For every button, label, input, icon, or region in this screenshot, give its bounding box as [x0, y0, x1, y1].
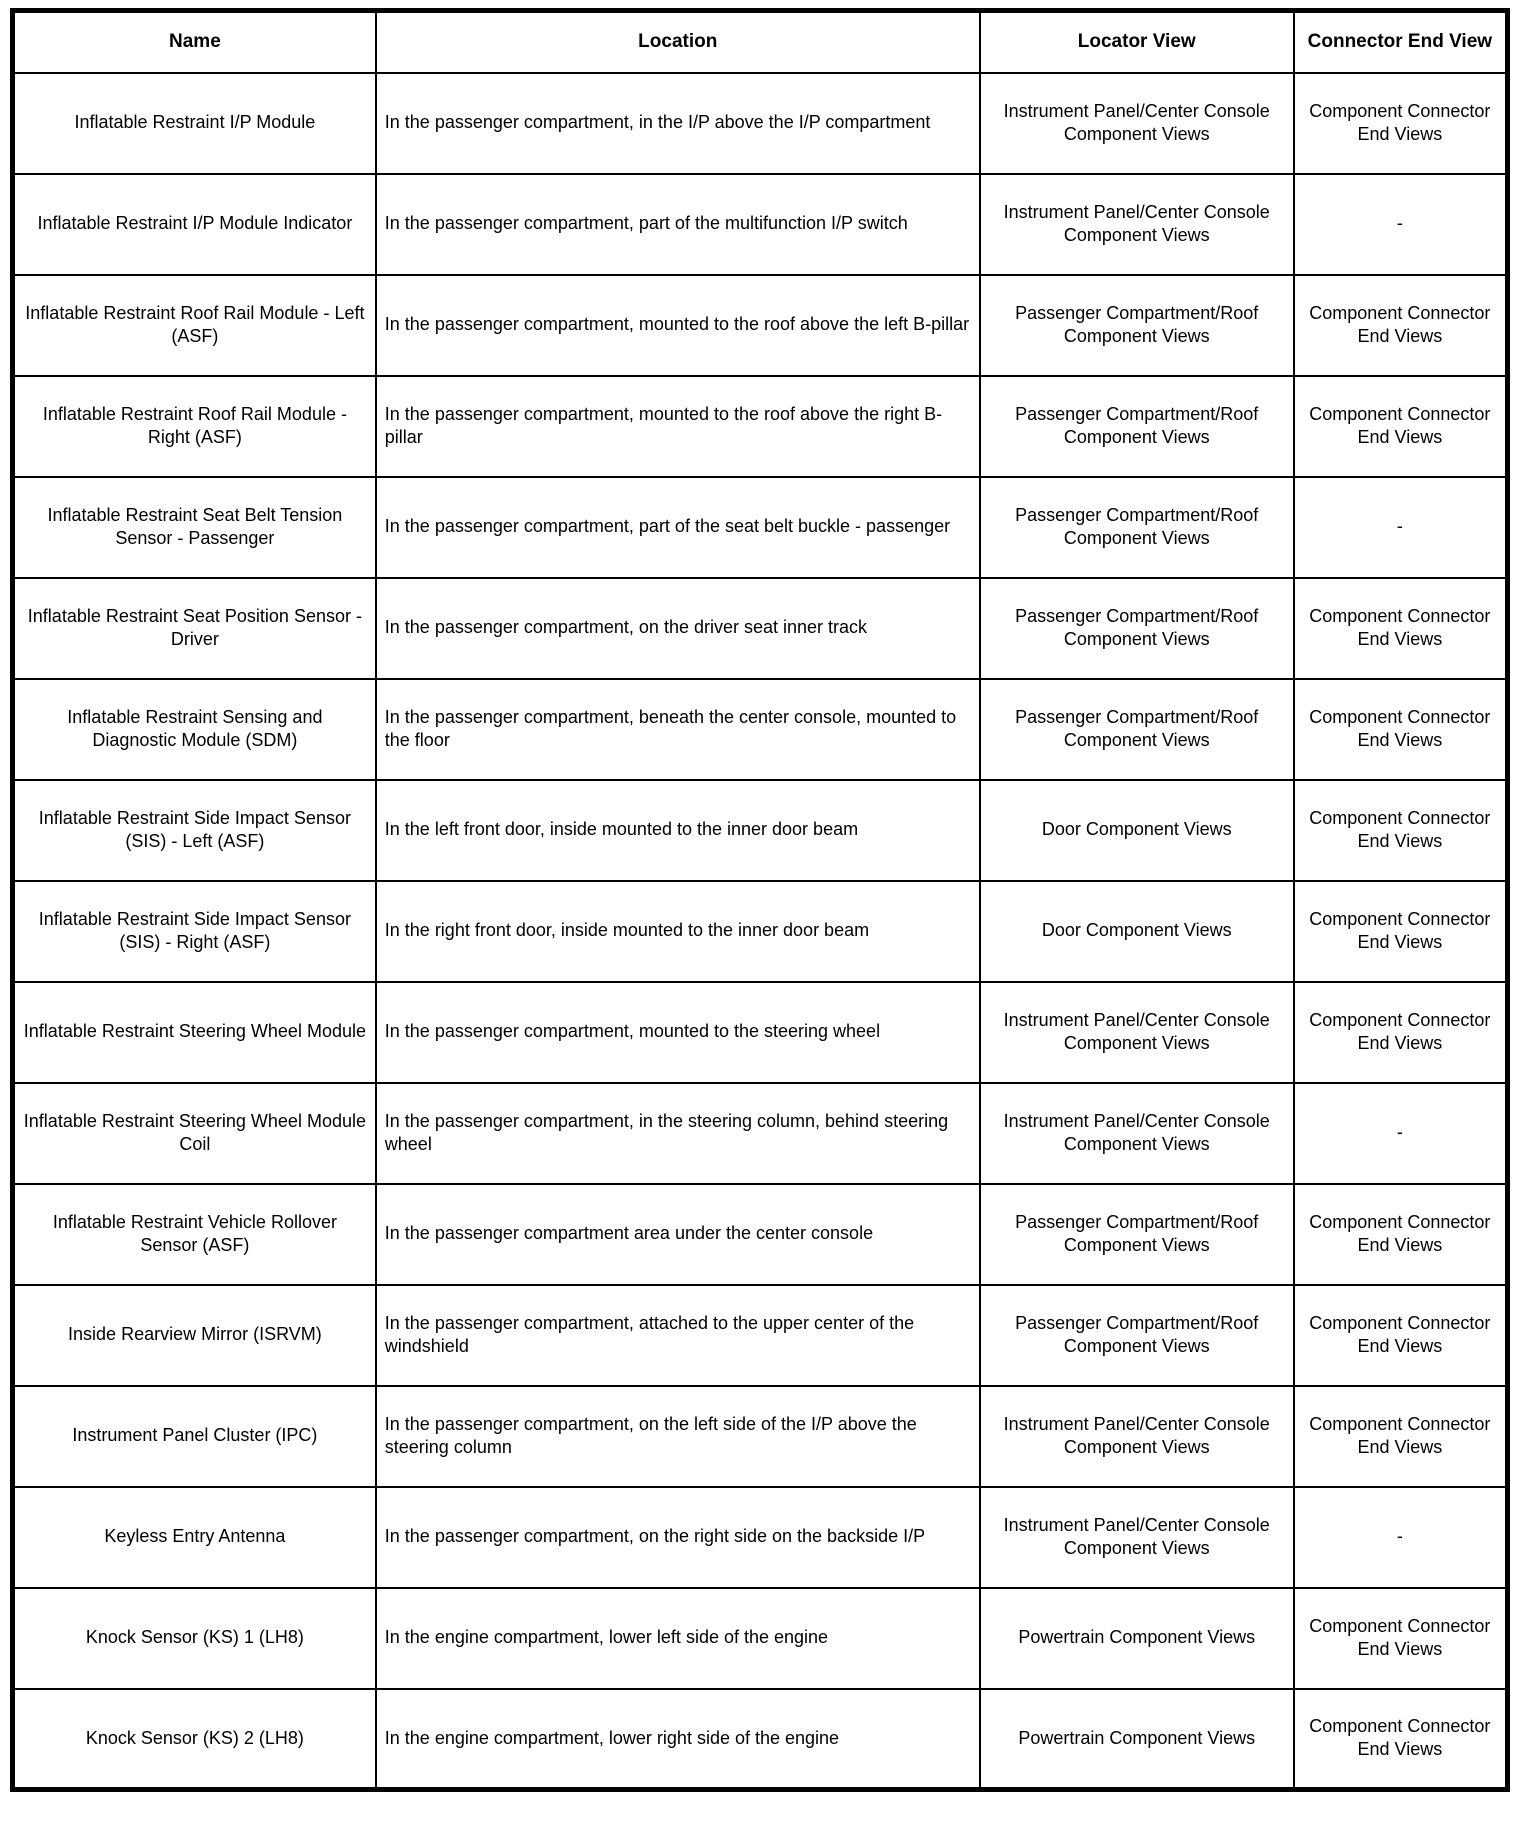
table-row [13, 982, 1508, 1083]
cell-name: Knock Sensor (KS) 2 (LH8) [13, 1689, 376, 1790]
cell-locator-view: Passenger Compartment/Roof Component Views [980, 1184, 1294, 1285]
table-row [13, 376, 1508, 477]
cell-location: In the passenger compartment, mounted to the roof above the left B-pillar [376, 275, 980, 376]
cell-connector-end-view: - [1294, 477, 1508, 578]
cell-locator-view: Passenger Compartment/Roof Component Views [980, 679, 1294, 780]
cell-locator-view: Instrument Panel/Center Console Component Views [980, 174, 1294, 275]
table-body [13, 73, 1508, 1790]
table-row [13, 1386, 1508, 1487]
cell-name: Knock Sensor (KS) 1 (LH8) [13, 1588, 376, 1689]
cell-name: Inflatable Restraint Steering Wheel Module [13, 982, 376, 1083]
cell-location: In the passenger compartment, in the steering column, behind steering wheel [376, 1083, 980, 1184]
cell-connector-end-view: Component Connector End Views [1294, 780, 1508, 881]
cell-locator-view: Instrument Panel/Center Console Component Views [980, 982, 1294, 1083]
cell-name: Inflatable Restraint Roof Rail Module - Left (ASF) [13, 275, 376, 376]
cell-location: In the passenger compartment, beneath the center console, mounted to the floor [376, 679, 980, 780]
table-row [13, 780, 1508, 881]
cell-connector-end-view: Component Connector End Views [1294, 1689, 1508, 1790]
table-row [13, 1184, 1508, 1285]
cell-location: In the passenger compartment, mounted to the steering wheel [376, 982, 980, 1083]
cell-location: In the right front door, inside mounted to the inner door beam [376, 881, 980, 982]
cell-locator-view: Passenger Compartment/Roof Component Views [980, 578, 1294, 679]
cell-name: Inflatable Restraint I/P Module [13, 73, 376, 174]
table-row [13, 73, 1508, 174]
cell-location: In the passenger compartment, part of the seat belt buckle - passenger [376, 477, 980, 578]
table-row [13, 679, 1508, 780]
cell-name: Inflatable Restraint I/P Module Indicator [13, 174, 376, 275]
cell-connector-end-view: Component Connector End Views [1294, 1184, 1508, 1285]
cell-location: In the passenger compartment, on the driver seat inner track [376, 578, 980, 679]
table-row [13, 477, 1508, 578]
cell-connector-end-view: Component Connector End Views [1294, 881, 1508, 982]
cell-name: Inflatable Restraint Side Impact Sensor (SIS) - Left (ASF) [13, 780, 376, 881]
cell-locator-view: Instrument Panel/Center Console Component Views [980, 1487, 1294, 1588]
cell-name: Inside Rearview Mirror (ISRVM) [13, 1285, 376, 1386]
cell-name: Inflatable Restraint Steering Wheel Module Coil [13, 1083, 376, 1184]
table-row [13, 1487, 1508, 1588]
cell-location: In the passenger compartment, on the right side on the backside I/P [376, 1487, 980, 1588]
cell-locator-view: Door Component Views [980, 780, 1294, 881]
cell-name: Inflatable Restraint Side Impact Sensor (SIS) - Right (ASF) [13, 881, 376, 982]
header-locator-view: Locator View [980, 11, 1294, 73]
table-row [13, 578, 1508, 679]
cell-name: Inflatable Restraint Seat Position Sensor - Driver [13, 578, 376, 679]
cell-connector-end-view: Component Connector End Views [1294, 578, 1508, 679]
cell-connector-end-view: Component Connector End Views [1294, 73, 1508, 174]
cell-connector-end-view: Component Connector End Views [1294, 1285, 1508, 1386]
cell-location: In the passenger compartment, attached to the upper center of the windshield [376, 1285, 980, 1386]
cell-connector-end-view: Component Connector End Views [1294, 679, 1508, 780]
header-name: Name [13, 11, 376, 73]
component-location-table [10, 8, 1510, 1792]
cell-locator-view: Passenger Compartment/Roof Component Views [980, 376, 1294, 477]
cell-connector-end-view: Component Connector End Views [1294, 1588, 1508, 1689]
cell-name: Inflatable Restraint Vehicle Rollover Sensor (ASF) [13, 1184, 376, 1285]
cell-connector-end-view: - [1294, 1487, 1508, 1588]
cell-connector-end-view: Component Connector End Views [1294, 275, 1508, 376]
cell-locator-view: Passenger Compartment/Roof Component Views [980, 275, 1294, 376]
header-location: Location [376, 11, 980, 73]
cell-connector-end-view: - [1294, 1083, 1508, 1184]
header-row [13, 11, 1508, 73]
cell-location: In the passenger compartment, on the left side of the I/P above the steering column [376, 1386, 980, 1487]
cell-connector-end-view: - [1294, 174, 1508, 275]
header-connector-end-view: Connector End View [1294, 11, 1508, 73]
cell-connector-end-view: Component Connector End Views [1294, 982, 1508, 1083]
cell-name: Inflatable Restraint Sensing and Diagnostic Module (SDM) [13, 679, 376, 780]
cell-locator-view: Instrument Panel/Center Console Component Views [980, 1386, 1294, 1487]
cell-connector-end-view: Component Connector End Views [1294, 1386, 1508, 1487]
cell-name: Inflatable Restraint Roof Rail Module - Right (ASF) [13, 376, 376, 477]
cell-locator-view: Passenger Compartment/Roof Component Views [980, 477, 1294, 578]
cell-location: In the passenger compartment, in the I/P above the I/P compartment [376, 73, 980, 174]
cell-location: In the passenger compartment, part of the multifunction I/P switch [376, 174, 980, 275]
cell-location: In the left front door, inside mounted to the inner door beam [376, 780, 980, 881]
cell-name: Keyless Entry Antenna [13, 1487, 376, 1588]
cell-locator-view: Powertrain Component Views [980, 1588, 1294, 1689]
cell-locator-view: Passenger Compartment/Roof Component Views [980, 1285, 1294, 1386]
cell-location: In the engine compartment, lower left side of the engine [376, 1588, 980, 1689]
cell-locator-view: Powertrain Component Views [980, 1689, 1294, 1790]
cell-name: Inflatable Restraint Seat Belt Tension Sensor - Passenger [13, 477, 376, 578]
cell-location: In the engine compartment, lower right side of the engine [376, 1689, 980, 1790]
table-row [13, 1689, 1508, 1790]
table-row [13, 1285, 1508, 1386]
cell-locator-view: Instrument Panel/Center Console Component Views [980, 1083, 1294, 1184]
table-row [13, 1083, 1508, 1184]
cell-locator-view: Door Component Views [980, 881, 1294, 982]
cell-name: Instrument Panel Cluster (IPC) [13, 1386, 376, 1487]
cell-location: In the passenger compartment area under the center console [376, 1184, 980, 1285]
table-row [13, 1588, 1508, 1689]
table-row [13, 174, 1508, 275]
cell-locator-view: Instrument Panel/Center Console Component Views [980, 73, 1294, 174]
cell-connector-end-view: Component Connector End Views [1294, 376, 1508, 477]
table-header [13, 11, 1508, 73]
table-row [13, 275, 1508, 376]
cell-location: In the passenger compartment, mounted to the roof above the right B-pillar [376, 376, 980, 477]
table-row [13, 881, 1508, 982]
